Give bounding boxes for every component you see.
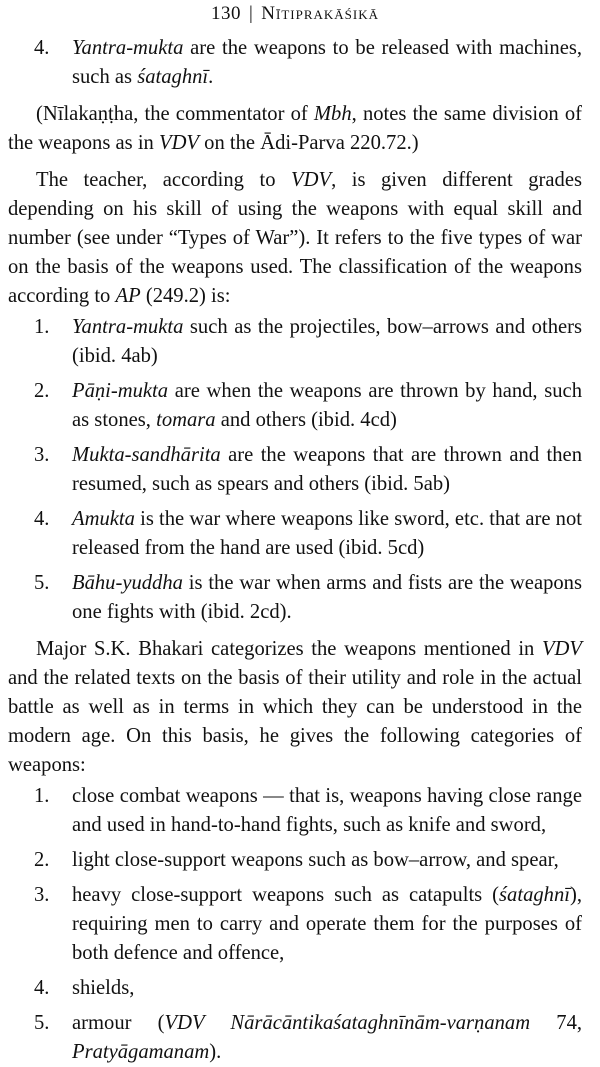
list-item bbox=[8, 313, 582, 371]
list-item-text: Bāhu-yuddha is the war when arms and fists are the weapons one fights with (ibid. 2cd). bbox=[72, 572, 582, 623]
running-head bbox=[8, 0, 582, 28]
paragraph-teacher-grades: The teacher, according to VDV, is given different grades depending on his skill of using the weapons with equal skill and number (see under “Types of War”). It refers to the five types of war on the basis of the weapons used. The classification of the weapons according to AP (249.2) is: bbox=[8, 169, 582, 307]
list-item-number: 4. bbox=[34, 508, 50, 530]
list-item bbox=[8, 377, 582, 435]
list-item bbox=[8, 505, 582, 563]
paragraph-bhakari: Major S.K. Bhakari categorizes the weapons mentioned in VDV and the related texts on the basis of their utility and role in the actual battle as well as in terms in which they can be understood in the modern age. On this basis, he gives the following categories of weapons: bbox=[8, 638, 582, 776]
list-item-number: 4. bbox=[34, 977, 50, 999]
page-number: 130 bbox=[210, 3, 241, 24]
list-item-text: Yantra-mukta are the weapons to be released with machines, such as śataghnī. bbox=[72, 37, 582, 88]
list-item bbox=[8, 846, 582, 875]
list-item-number: 2. bbox=[34, 849, 50, 871]
list-item-text: close combat weapons — that is, weapons having close range and used in hand-to-hand fights, such as knife and sword, bbox=[72, 785, 582, 836]
list-item bbox=[8, 1009, 582, 1067]
list-item bbox=[8, 441, 582, 499]
commentator-note: (Nīlakaṇṭha, the commentator of Mbh, notes the same division of the weapons as in VDV on the Ādi-Parva 220.72.) bbox=[8, 103, 582, 154]
list-item bbox=[8, 881, 582, 968]
page-body bbox=[8, 34, 582, 1067]
top-list bbox=[8, 34, 582, 92]
list-item-number: 4. bbox=[34, 37, 50, 59]
list-item-number: 1. bbox=[34, 785, 50, 807]
ap-weapon-list bbox=[8, 313, 582, 627]
list-item bbox=[8, 974, 582, 1003]
list-item-number: 2. bbox=[34, 380, 50, 402]
list-item-number: 1. bbox=[34, 316, 50, 338]
list-item-text: Amukta is the war where weapons like sword, etc. that are not released from the hand are used (ibid. 5cd) bbox=[72, 508, 582, 559]
list-item-number: 3. bbox=[34, 444, 50, 466]
list-item-number: 3. bbox=[34, 884, 50, 906]
list-item-text: Mukta-sandhārita are the weapons that are thrown and then resumed, such as spears and others (ibid. 5ab) bbox=[72, 444, 582, 495]
list-item bbox=[8, 569, 582, 627]
list-item-text: shields, bbox=[72, 977, 135, 999]
list-item-text: light close-support weapons such as bow–arrow, and spear, bbox=[72, 849, 559, 871]
list-item-text: Pāṇi-mukta are when the weapons are thrown by hand, such as stones, tomara and others (ibid. 4cd) bbox=[72, 380, 582, 431]
list-item-text: heavy close-support weapons such as catapults (śataghnī), requiring men to carry and operate them for the purposes of both defence and offence, bbox=[72, 884, 582, 964]
list-item-text: armour (VDV Nārācāntikaśataghnīnām-varṇanam 74, Pratyāgamanam). bbox=[72, 1012, 583, 1063]
list-item bbox=[8, 34, 582, 92]
list-item bbox=[8, 782, 582, 840]
list-item-number: 5. bbox=[34, 1012, 50, 1034]
running-title: Nītiprakāśikā bbox=[261, 3, 380, 24]
list-item-text: Yantra-mukta such as the projectiles, bow–arrows and others (ibid. 4ab) bbox=[72, 316, 582, 367]
bhakari-weapon-list bbox=[8, 782, 582, 1067]
list-item-number: 5. bbox=[34, 572, 50, 594]
header-separator: | bbox=[248, 3, 254, 24]
